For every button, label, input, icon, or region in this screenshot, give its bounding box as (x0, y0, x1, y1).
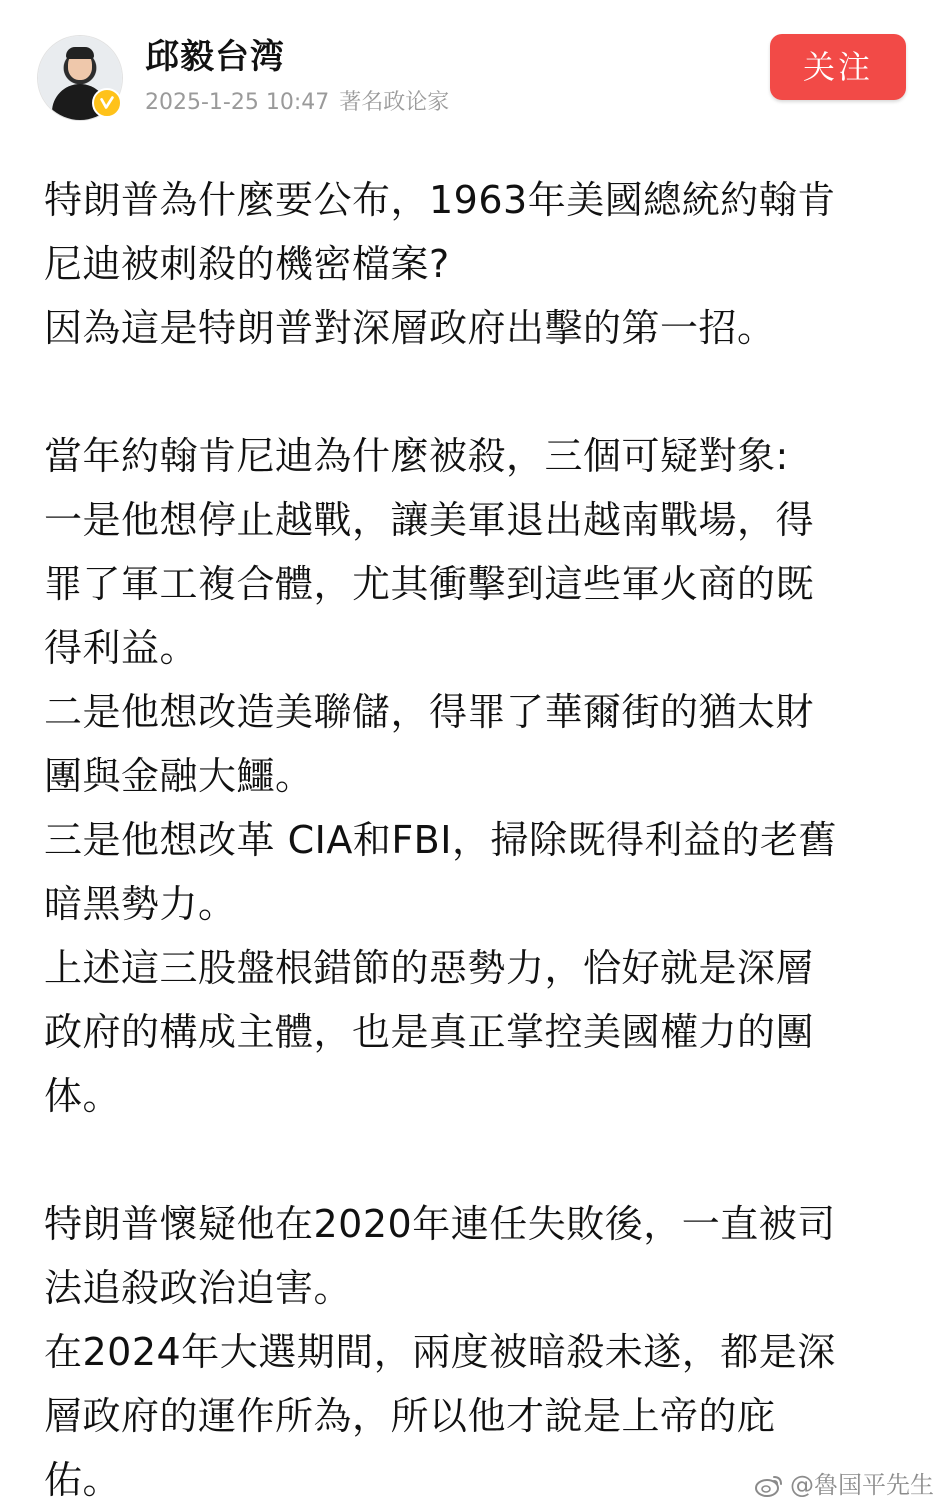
text-line: 政府的構成主體，也是真正掌控美國權力的團 (44, 1010, 815, 1054)
post-content (44, 168, 902, 1512)
text-line: 尼迪被刺殺的機密檔案? (44, 242, 450, 286)
follow-button[interactable]: 关注 (770, 34, 906, 100)
post-date: 2025-1-25 10:47 (145, 90, 330, 115)
post-meta (145, 86, 449, 120)
avatar-hair (66, 47, 94, 59)
text-line: 團與金融大鱷。 (44, 754, 314, 798)
text-line: 体。 (44, 1074, 122, 1118)
paragraph-3 (44, 1192, 902, 1512)
text-line: 三是他想改革 CIA和FBI，掃除既得利益的老舊 (44, 818, 837, 862)
text-line: 當年約翰肯尼迪為什麼被殺，三個可疑對象: (44, 434, 789, 478)
text-line: 在2024年大選期間，兩度被暗殺未遂，都是深 (44, 1330, 836, 1374)
text-line: 暗黑勢力。 (44, 882, 237, 926)
text-line: 層政府的運作所為，所以他才說是上帝的庇 (44, 1394, 776, 1438)
username[interactable]: 邱毅台湾 (145, 37, 285, 77)
text-line: 因為這是特朗普對深層政府出擊的第一招。 (44, 306, 776, 350)
text-line: 特朗普懷疑他在2020年連任失敗後，一直被司 (44, 1202, 836, 1246)
v-check-icon (98, 94, 116, 112)
text-line: 罪了軍工複合體，尤其衝擊到這些軍火商的既 (44, 562, 815, 606)
text-line: 上述這三股盤根錯節的惡勢力，恰好就是深層 (44, 946, 815, 990)
text-line: 法追殺政治迫害。 (44, 1266, 353, 1310)
text-line: 二是他想改造美聯儲，得罪了華爾街的猶太財 (44, 690, 815, 734)
text-line: 得利益。 (44, 626, 199, 670)
user-tag: 著名政论家 (339, 90, 450, 115)
watermark-text: @魯国平先生 (790, 1471, 934, 1499)
text-line: 特朗普為什麼要公布，1963年美國總統約翰肯 (44, 178, 836, 222)
text-line: 一是他想停止越戰，讓美軍退出越南戰場，得 (44, 498, 815, 542)
verified-badge-icon (92, 88, 122, 118)
post-header (0, 0, 946, 140)
weibo-watermark (754, 1468, 934, 1502)
text-line: 佑。 (44, 1458, 122, 1502)
paragraph-2 (44, 424, 902, 1128)
paragraph-1 (44, 168, 902, 360)
weibo-logo-icon (754, 1472, 784, 1498)
